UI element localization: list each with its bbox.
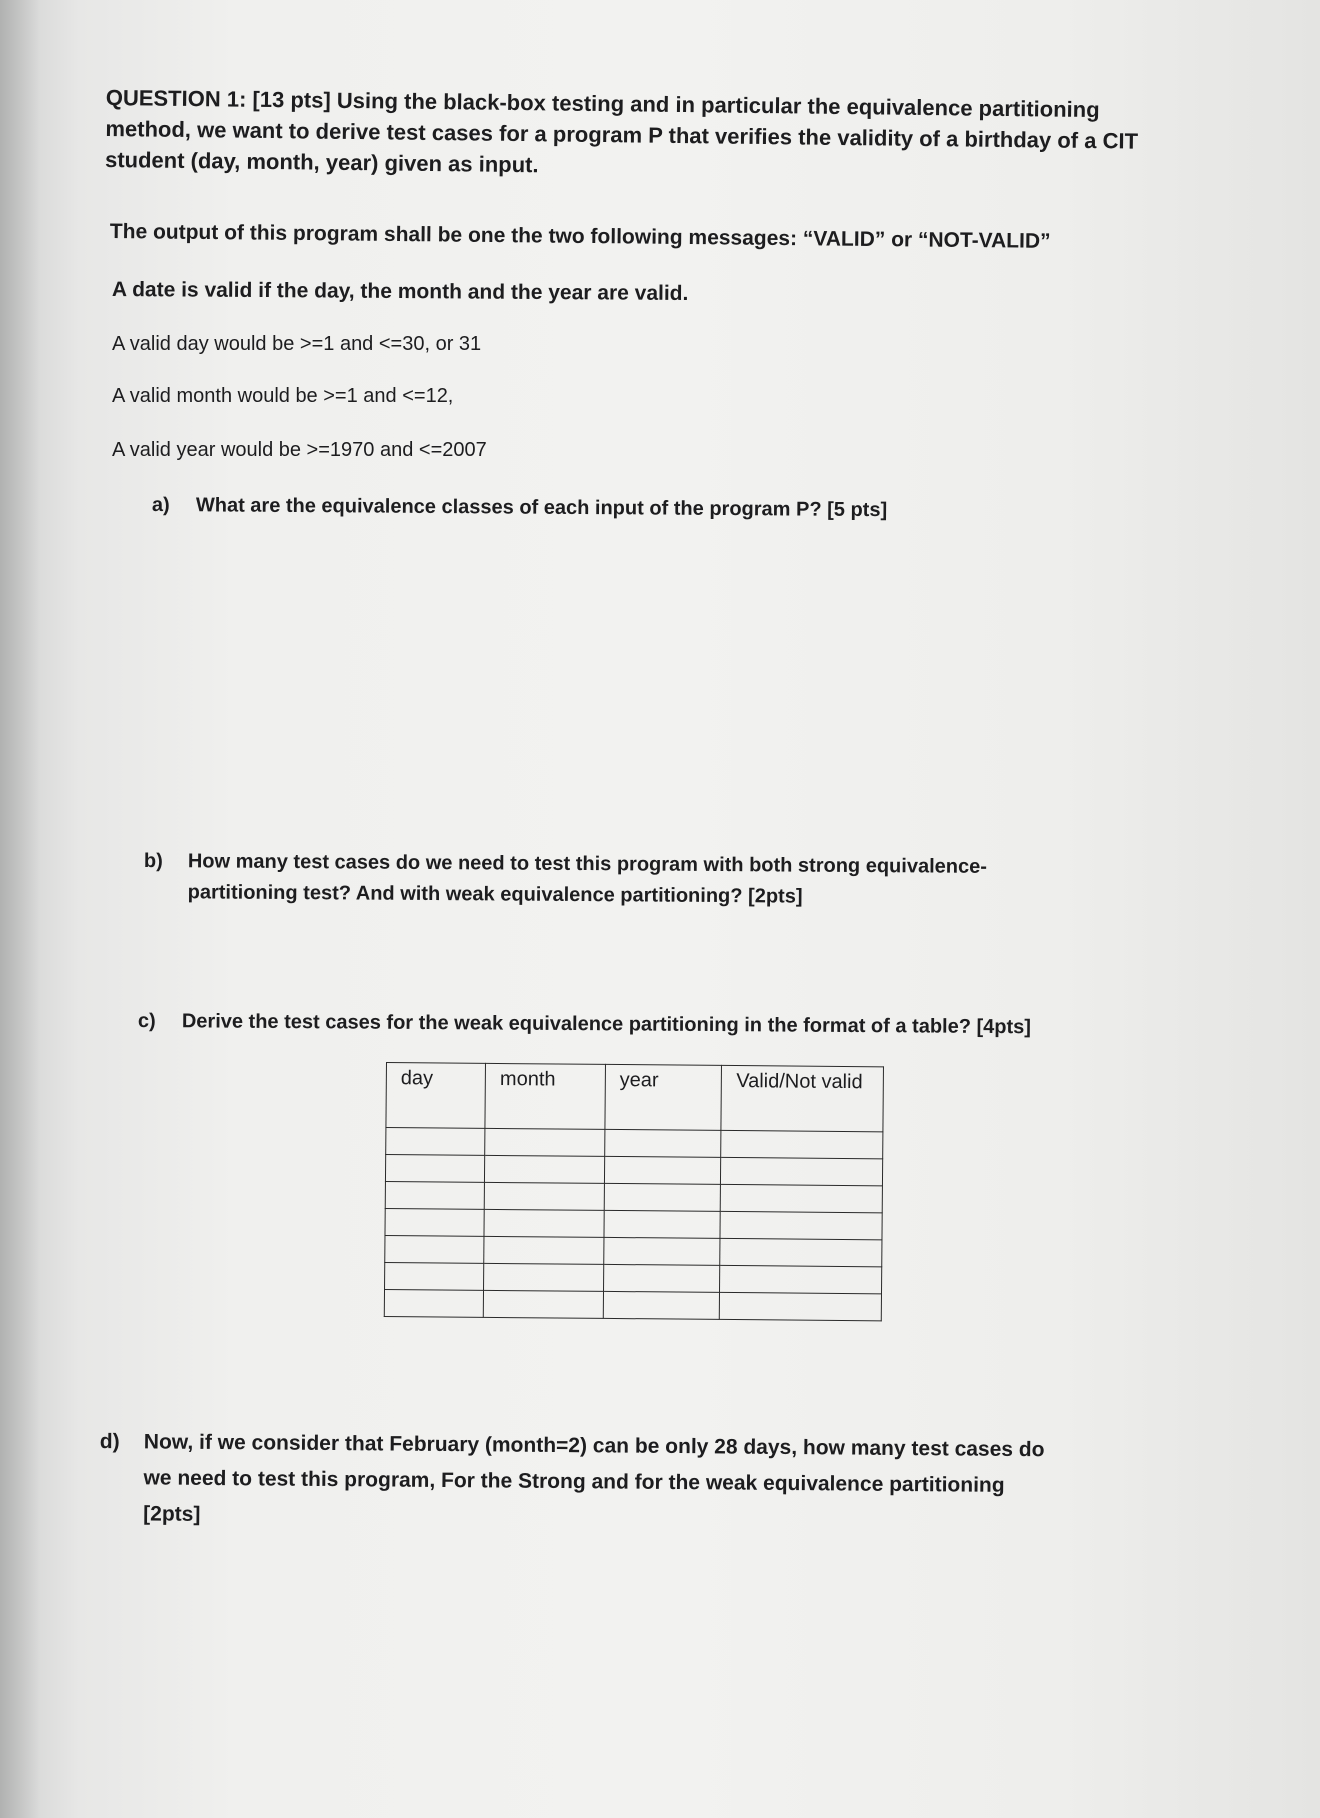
header-year: year (605, 1064, 722, 1130)
table-row (386, 1128, 883, 1159)
table-cell[interactable] (385, 1181, 484, 1209)
table-row (385, 1208, 882, 1239)
table-cell[interactable] (604, 1237, 721, 1265)
table-cell[interactable] (385, 1208, 484, 1236)
table-row (385, 1155, 882, 1186)
part-b (144, 846, 1194, 915)
table-header-row (386, 1063, 884, 1132)
table-cell[interactable] (720, 1265, 882, 1293)
table-cell[interactable] (384, 1289, 483, 1317)
part-a-marker: a) (151, 493, 170, 517)
table-cell[interactable] (720, 1238, 882, 1266)
table-cell[interactable] (721, 1184, 883, 1212)
table-cell[interactable] (721, 1130, 883, 1158)
date-valid-text: A date is valid if the day, the month and the year are valid. (111, 277, 689, 306)
part-c-text: Derive the test cases for the weak equivalence partitioning in the format of a table? (181, 1010, 972, 1038)
header-valid: Valid/Not valid (721, 1065, 883, 1131)
table-cell[interactable] (385, 1235, 484, 1263)
table-cell[interactable] (385, 1262, 484, 1290)
part-a-text: What are the equivalence classes of each input of the program P? (195, 494, 822, 521)
question-header (105, 82, 1186, 188)
table-cell[interactable] (483, 1290, 603, 1318)
header-day: day (386, 1063, 486, 1129)
question-points: [13 pts] (252, 86, 331, 113)
table-body (384, 1128, 883, 1321)
table-cell[interactable] (604, 1210, 721, 1238)
part-d (99, 1424, 1250, 1542)
part-d-line-1: Now, if we consider that February (month=2) can be only 28 days, how many test cases do (143, 1430, 1045, 1462)
table-row (385, 1262, 882, 1293)
table-cell[interactable] (720, 1211, 882, 1239)
question-line-3: student (day, month, year) given as input. (104, 146, 539, 178)
table-cell[interactable] (604, 1183, 721, 1211)
part-d-line-2: we need to test this program, For the Strong and for the weak equivalence partitioning (143, 1466, 1005, 1497)
table-cell[interactable] (605, 1129, 722, 1157)
table-cell[interactable] (484, 1209, 604, 1237)
table-cell[interactable] (603, 1264, 720, 1292)
table-cell[interactable] (603, 1291, 720, 1319)
rule-year: A valid year would be >=1970 and <=2007 (112, 439, 487, 461)
rule-day: A valid day would be >=1 and <=30, or 31 (112, 333, 482, 355)
output-description: The output of this program shall be one the two following messages: “VALID” or “NOT-VALID” (109, 219, 1051, 253)
table-row (385, 1181, 882, 1212)
table-cell[interactable] (484, 1182, 604, 1210)
question-label: QUESTION 1: (105, 84, 247, 112)
part-d-marker: d) (99, 1429, 120, 1454)
table-cell[interactable] (386, 1128, 485, 1156)
table-row (385, 1235, 882, 1266)
table-cell[interactable] (484, 1263, 604, 1291)
table-cell[interactable] (721, 1157, 883, 1185)
part-a-points: [5 pts] (827, 498, 888, 522)
header-month: month (485, 1063, 605, 1129)
part-b-marker: b) (143, 849, 163, 873)
table-row (384, 1289, 881, 1320)
table-cell[interactable] (484, 1236, 604, 1264)
table-cell[interactable] (604, 1156, 721, 1184)
part-c-marker: c) (137, 1009, 156, 1033)
part-b-line-2: partitioning test? And with weak equivalence partitioning? [2pts] (187, 881, 803, 908)
part-c-points: [4pts] (976, 1015, 1032, 1039)
part-a (152, 490, 1202, 528)
table-cell[interactable] (485, 1155, 605, 1183)
part-b-line-1: How many test cases do we need to test this program with both strong equivalence- (187, 850, 987, 878)
table-cell[interactable] (385, 1155, 484, 1183)
part-c (138, 1006, 1238, 1045)
question-line-2: method, we want to derive test cases for a program P that verifies the validity of a birthday of a CIT (105, 115, 1139, 154)
table-cell[interactable] (485, 1128, 605, 1156)
test-case-table (384, 1062, 884, 1321)
part-d-line-3: [2pts] (143, 1502, 201, 1526)
table-cell[interactable] (720, 1292, 882, 1320)
rule-month: A valid month would be >=1 and <=12, (112, 385, 454, 407)
question-line-1: Using the black-box testing and in particular the equivalence partitioning (336, 87, 1100, 123)
